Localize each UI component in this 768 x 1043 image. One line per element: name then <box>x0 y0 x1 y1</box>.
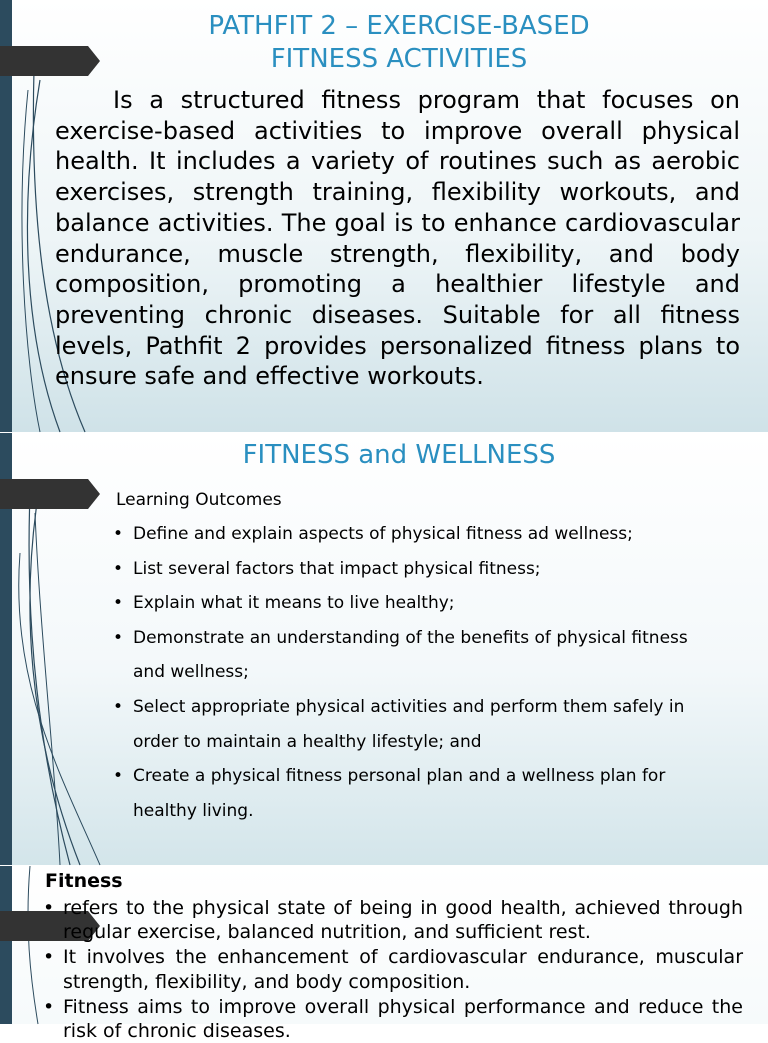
slide-fitness-definition <box>0 866 768 1043</box>
list-item: • Select appropriate physical activities and perform them safely in order to maintain a healthy lifestyle; and <box>113 690 723 759</box>
slide-fitness-wellness <box>0 433 768 865</box>
list-item: • Explain what it means to live healthy; <box>113 586 723 621</box>
slide-title <box>60 10 738 76</box>
intro-paragraph: Is a structured fitness program that focuses on exercise-based activities to improve overall physical health. It includes a variety of routines such as aerobic exercises, strength training, flexibility workouts, and balance activities. The goal is to enhance cardiovascular endurance, muscle strength, flexibility, and body composition, promoting a healthier lifestyle and preventing chronic diseases. Suitable for all fitness levels, Pathfit 2 provides personalized fitness plans to ensure safe and effective workouts. <box>55 86 740 391</box>
list-item: • refers to the physical state of being in good health, achieved through regular exercise, balanced nutrition, and sufficient rest. <box>43 896 743 944</box>
list-item: • Demonstrate an understanding of the benefits of physical fitness and wellness; <box>113 621 723 690</box>
slide-title-line2: FITNESS ACTIVITIES <box>270 44 528 74</box>
slide-title-line1: PATHFIT 2 – EXERCISE-BASED <box>208 11 590 41</box>
fitness-bullet-list <box>43 896 743 1043</box>
fitness-heading: Fitness <box>45 870 123 892</box>
list-item: • Fitness aims to improve overall physical performance and reduce the risk of chronic diseases. <box>43 995 743 1043</box>
list-item: • List several factors that impact physical fitness; <box>113 552 723 587</box>
list-item: • Create a physical fitness personal plan and a wellness plan for healthy living. <box>113 759 723 828</box>
list-item: • It involves the enhancement of cardiovascular endurance, muscular strength, flexibility, and body composition. <box>43 945 743 993</box>
slide-title: FITNESS and WELLNESS <box>242 440 556 470</box>
list-item: • Define and explain aspects of physical fitness ad wellness; <box>113 517 723 552</box>
slide-tab-marker <box>0 479 100 509</box>
learning-outcomes-heading: Learning Outcomes <box>116 490 282 510</box>
learning-outcomes-list <box>113 517 723 828</box>
slide-pathfit-intro <box>0 0 768 432</box>
